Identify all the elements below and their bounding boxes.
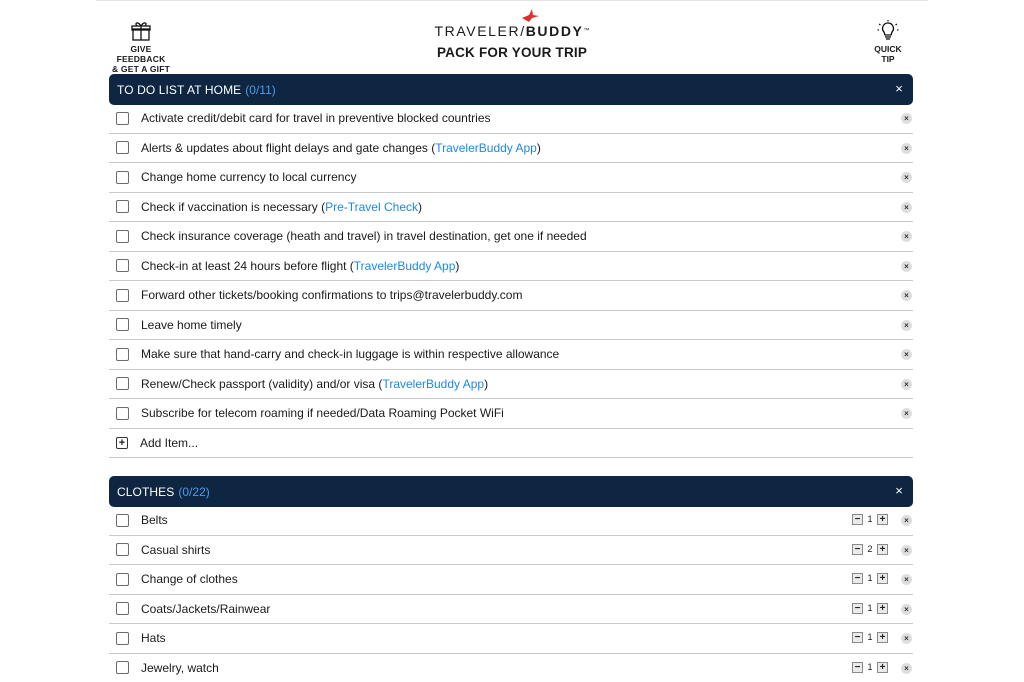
list-item: [109, 252, 913, 282]
gift-icon: [130, 20, 152, 42]
plus-square-icon: +: [116, 437, 128, 449]
list-item: [109, 595, 913, 625]
item-label: Belts: [141, 513, 168, 528]
plus-icon[interactable]: +: [877, 662, 888, 673]
item-checkbox[interactable]: [116, 348, 129, 361]
item-text: Activate credit/debit card for travel in preventive blocked countries: [141, 111, 491, 126]
item-checkbox[interactable]: [116, 200, 129, 213]
plus-icon[interactable]: +: [877, 573, 888, 584]
section-count: (0/22): [178, 484, 210, 499]
section-header-todo[interactable]: [109, 74, 913, 105]
packing-page: [96, 0, 928, 682]
lightbulb-icon: [877, 20, 899, 42]
quantity-value: 1: [867, 602, 873, 613]
quick-tip-button[interactable]: [870, 20, 906, 64]
item-checkbox[interactable]: [116, 377, 129, 390]
item-checkbox[interactable]: [116, 602, 129, 615]
item-label: [141, 170, 356, 184]
item-text: Alerts & updates about flight delays and gate changes (: [141, 140, 436, 155]
minus-icon[interactable]: −: [852, 514, 863, 525]
todo-list: [109, 104, 913, 458]
quantity-stepper: [852, 632, 888, 643]
item-label: [141, 377, 488, 391]
list-item: [109, 222, 913, 252]
plus-icon[interactable]: +: [877, 514, 888, 525]
minus-icon[interactable]: −: [852, 662, 863, 673]
item-text: Subscribe for telecom roaming if needed/Data Roaming Pocket WiFi: [141, 406, 504, 421]
add-item-label: Add Item...: [140, 435, 199, 450]
quantity-value: 1: [867, 514, 873, 524]
item-text: Check insurance coverage (heath and travel) in travel destination, get one if needed: [141, 229, 587, 244]
item-text: Change home currency to local currency: [141, 170, 357, 185]
item-label: [141, 229, 587, 243]
minus-icon[interactable]: −: [852, 632, 863, 643]
add-item-button[interactable]: [109, 429, 913, 459]
close-icon[interactable]: ×: [901, 202, 912, 213]
quantity-stepper: [852, 662, 888, 673]
item-text-suffix: ): [418, 199, 422, 214]
close-icon[interactable]: ×: [901, 574, 912, 585]
minus-icon[interactable]: −: [852, 603, 863, 614]
close-icon[interactable]: ×: [901, 261, 912, 272]
quick-tip-label: QUICK TIP: [874, 44, 902, 64]
list-item: [109, 536, 913, 566]
minus-icon[interactable]: −: [852, 573, 863, 584]
item-text: Renew/Check passport (validity) and/or visa (: [141, 376, 383, 391]
item-text-suffix: ): [484, 376, 489, 391]
feedback-button[interactable]: [108, 20, 174, 74]
close-icon[interactable]: ×: [901, 349, 912, 360]
item-label: Casual shirts: [141, 542, 211, 557]
list-item: [109, 399, 913, 429]
close-icon[interactable]: ×: [901, 663, 912, 674]
item-text: Make sure that hand-carry and check-in luggage is within respective allowance: [141, 347, 560, 362]
close-icon[interactable]: ×: [901, 290, 912, 301]
close-icon[interactable]: ×: [901, 408, 912, 419]
list-item: [109, 654, 913, 682]
item-text: Check if vaccination is necessary (: [141, 199, 326, 214]
list-item: [109, 370, 913, 400]
quantity-stepper: [852, 573, 888, 584]
brand-slash: /: [520, 23, 526, 39]
item-label: [141, 406, 504, 420]
item-checkbox[interactable]: [116, 318, 129, 331]
item-link[interactable]: TravelerBuddy App: [382, 376, 485, 391]
item-label: Change of clothes: [141, 572, 238, 587]
item-checkbox[interactable]: [116, 543, 129, 556]
close-icon[interactable]: ×: [901, 515, 912, 526]
list-item: [109, 163, 913, 193]
item-label: [141, 347, 559, 361]
close-icon[interactable]: ×: [901, 231, 912, 242]
close-icon[interactable]: ×: [901, 633, 912, 644]
list-item: [109, 281, 913, 311]
list-item: [109, 506, 913, 536]
item-label: [141, 259, 459, 273]
list-item: [109, 624, 913, 654]
item-checkbox[interactable]: [116, 289, 129, 302]
bird-logo-icon: [520, 9, 540, 23]
item-checkbox[interactable]: [116, 141, 129, 154]
close-icon[interactable]: ×: [901, 545, 912, 556]
quantity-stepper: [852, 544, 888, 555]
section-title: CLOTHES: [117, 484, 175, 499]
list-item: [109, 565, 913, 595]
item-link[interactable]: TravelerBuddy App: [353, 258, 456, 273]
brand-name-part1: TRAVELER: [434, 23, 521, 39]
section-header-clothes[interactable]: [109, 476, 913, 507]
item-text: Leave home timely: [141, 317, 242, 332]
item-label: Jewelry, watch: [141, 660, 219, 675]
item-label: Hats: [141, 631, 166, 646]
close-icon[interactable]: ×: [901, 143, 912, 154]
item-text: Check-in at least 24 hours before flight (: [141, 258, 354, 273]
item-checkbox[interactable]: [116, 259, 129, 272]
quantity-value: 1: [867, 661, 873, 672]
feedback-label: GIVE FEEDBACK & GET A GIFT: [112, 44, 170, 74]
item-label: [141, 141, 541, 155]
page-header: [96, 1, 928, 73]
item-checkbox[interactable]: [116, 514, 129, 527]
quantity-stepper: [852, 603, 888, 614]
item-checkbox[interactable]: [116, 632, 129, 645]
item-label: Coats/Jackets/Rainwear: [141, 601, 271, 616]
item-text-suffix: ): [536, 140, 541, 155]
item-text: Forward other tickets/booking confirmations to trips@travelerbuddy.com: [141, 288, 523, 303]
brand-trademark: ™: [583, 28, 590, 34]
list-item: [109, 193, 913, 223]
close-icon[interactable]: ×: [895, 483, 903, 498]
list-item: [109, 340, 913, 370]
close-icon[interactable]: ×: [901, 604, 912, 615]
minus-icon[interactable]: −: [852, 544, 863, 555]
quantity-value: 1: [867, 632, 873, 642]
item-text-suffix: ): [455, 258, 460, 273]
item-checkbox[interactable]: [116, 573, 129, 586]
close-icon[interactable]: ×: [895, 81, 903, 96]
page-title: PACK FOR YOUR TRIP: [436, 45, 588, 60]
list-item: [109, 134, 913, 164]
quantity-value: 2: [867, 543, 873, 554]
brand-name-part2: BUDDY: [525, 23, 584, 39]
quantity-value: 1: [867, 573, 873, 583]
clothes-list: [109, 506, 913, 682]
plus-icon[interactable]: +: [877, 544, 888, 555]
section-count: (0/11): [245, 82, 276, 97]
close-icon[interactable]: ×: [901, 379, 912, 390]
list-item: [109, 311, 913, 341]
item-checkbox[interactable]: [116, 661, 129, 674]
brand: [396, 9, 628, 60]
close-icon[interactable]: ×: [901, 320, 912, 331]
item-checkbox[interactable]: [116, 112, 129, 125]
item-checkbox[interactable]: [116, 171, 129, 184]
item-link[interactable]: Pre-Travel Check: [325, 199, 418, 214]
item-label: [141, 288, 522, 302]
item-label: [141, 318, 242, 332]
section-title: TO DO LIST AT HOME: [117, 82, 242, 97]
plus-icon[interactable]: +: [877, 603, 888, 614]
item-checkbox[interactable]: [116, 230, 129, 243]
item-label: [141, 111, 491, 125]
close-icon[interactable]: ×: [901, 113, 912, 124]
plus-icon[interactable]: +: [877, 632, 888, 643]
close-icon[interactable]: ×: [901, 172, 912, 183]
brand-logo: [396, 9, 628, 39]
quantity-stepper: [852, 514, 888, 525]
item-label: [141, 200, 422, 214]
list-item: [109, 104, 913, 134]
item-link[interactable]: TravelerBuddy App: [435, 140, 537, 155]
item-checkbox[interactable]: [116, 407, 129, 420]
